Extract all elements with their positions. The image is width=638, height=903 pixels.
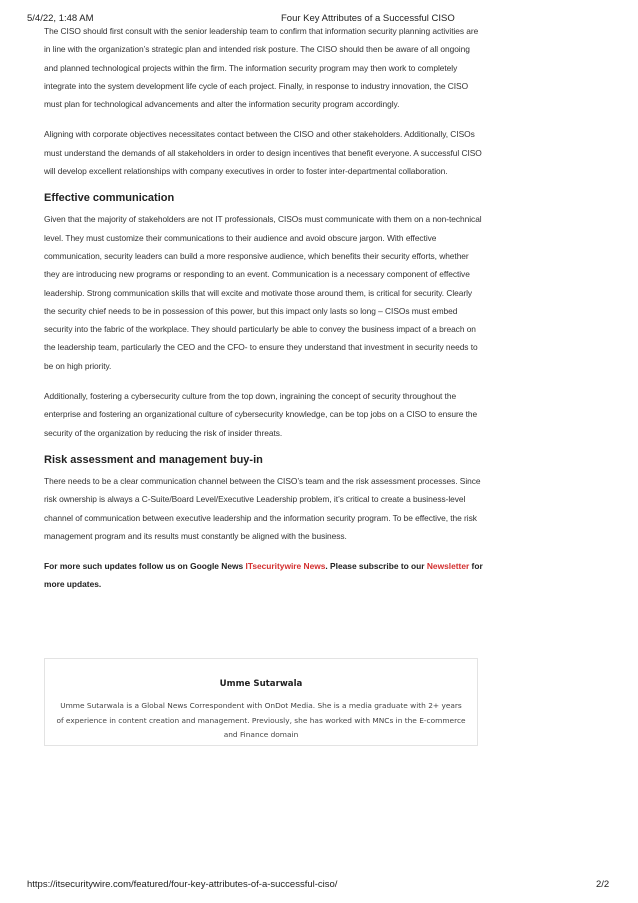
page-number: 2/2 [596, 879, 610, 890]
itsecuritywire-news-link[interactable]: ITsecuritywire News [245, 561, 326, 572]
paragraph-risk-management: There needs to be a clear communication channel between the CISO’s team and the risk assessment processes. Since risk ownership is always a C-Suite/Board Level/Executive Leadership problem, it’s critical to create a business-level channel of communication between executive leadership and the information security program. To be effective, the risk management program and its results must constantly be aligned with the business. [44, 475, 481, 541]
heading-risk-assessment: Risk assessment and management buy-in [44, 453, 263, 466]
print-datetime: 5/4/22, 1:48 AM [27, 13, 94, 24]
paragraph-stakeholders: Aligning with corporate objectives necessitates contact between the CISO and other stakeholders. Additionally, CISOs must understand the demands of all stakeholders in order to design incentives that benefit everyone. A successful CISO will develop excellent relationships with company executives in order to foster inter-departmental collaboration. [44, 129, 482, 177]
paragraph-security-culture: Additionally, fostering a cybersecurity culture from the top down, ingraining the concept of security throughout the enterprise and fostering an organizational culture of cybersecurity knowledge, can be top jobs on a CISO to ensure the security of the organization by reducing the risk of insider threats. [44, 391, 478, 438]
article-body [44, 22, 484, 594]
author-card [44, 658, 478, 746]
cta-middle: . Please subscribe to our [325, 561, 427, 572]
heading-effective-communication: Effective communication [44, 192, 175, 205]
newsletter-link[interactable]: Newsletter [426, 561, 470, 572]
cta-prefix: For more such updates follow us on Google News [44, 561, 246, 572]
author-name: Umme Sutarwala [219, 679, 303, 689]
subscribe-callout [44, 557, 484, 594]
paragraph-communication: Given that the majority of stakeholders are not IT professionals, CISOs must communicate with them on a non-technical level. They must customize their communications to their audience and avoid obscure jargon. With effective communication, security leaders can build a more responsive audience, which benefits their security efforts, whether they are introducing new programs or responding to an event. Communication is a necessary component of effective leadership. Strong communication skills that will excite and motivate those around them, is critical for security. Clearly the security chief needs to be in possession of this power, but this impact only lasts so long – CISOs must embed security into the fabric of the workplace. They should particularly be able to convey the business impact of a breach on the leadership team, particularly the CEO and the CFO- to ensure they understand that investment in security needs to be on high priority. [44, 214, 482, 371]
author-bio: Umme Sutarwala is a Global News Correspondent with OnDot Media. She is a media graduate with 2+ years of experience in content creation and management. Previously, she has worked with MNCs in the E-commerce and Finance domain [56, 701, 466, 739]
cta-suffix: for more updates. [44, 561, 483, 590]
paragraph-planning: The CISO should first consult with the senior leadership team to confirm that information security planning activities are in line with the organization’s strategic plan and intended risk posture. The CISO should then be aware of all ongoing and planned technological projects within the firm. The information security program may then work to completely integrate into the system development life cycle of each project. Finally, in response to industry innovation, the CISO must plan for technological advancements and alter the information security program accordingly. [44, 26, 479, 110]
print-footer-url: https://itsecuritywire.com/featured/four-key-attributes-of-a-successful-ciso/ [27, 879, 338, 890]
print-document-title: Four Key Attributes of a Successful CISO [281, 13, 455, 24]
